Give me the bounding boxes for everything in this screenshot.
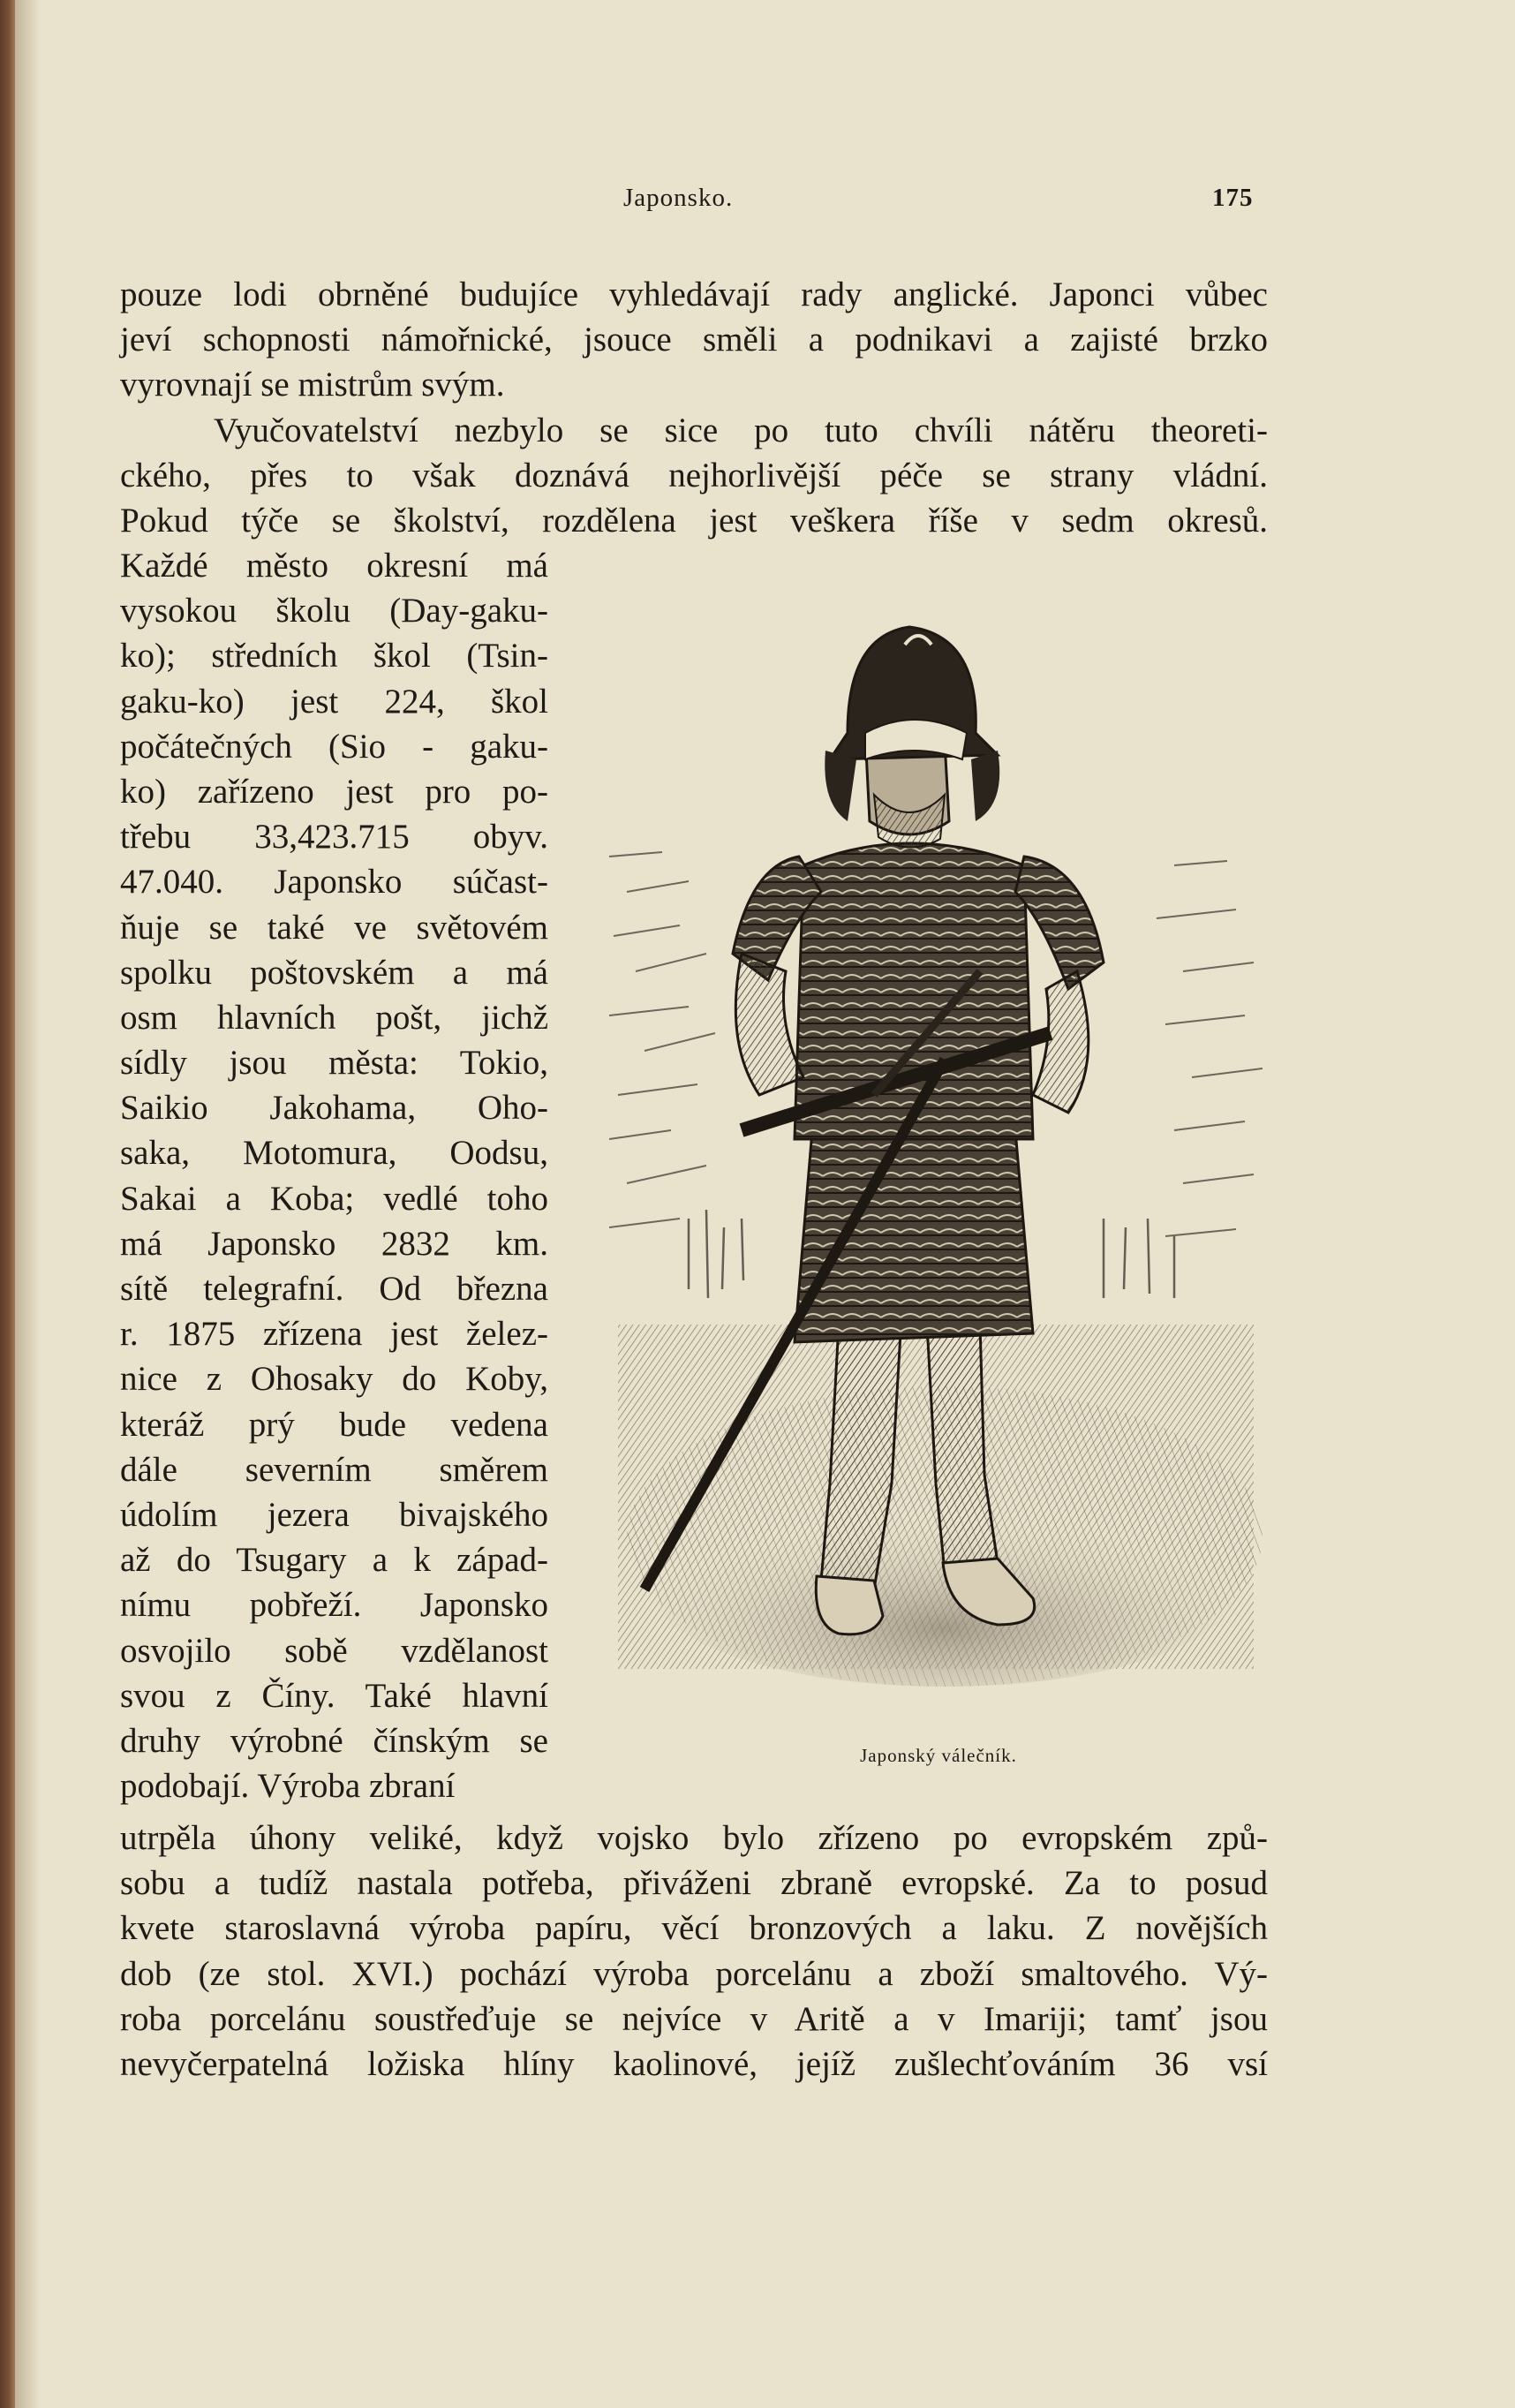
text-line: roba porcelánu soustřeďuje se nejvíce v Aritě a v Imariji; tamť jsou <box>120 1999 1268 2038</box>
samurai-engraving <box>609 600 1268 1722</box>
text-line: až do Tsugary a k západ- <box>120 1541 548 1580</box>
text-line: sobu a tudíž nastala potřeba, přiváženi zbraně evropské. Za to posud <box>120 1864 1268 1903</box>
text-line: třebu 33,423.715 obyv. <box>120 818 548 857</box>
text-line: r. 1875 zřízena jest želez- <box>120 1315 548 1354</box>
warrior-illustration <box>609 600 1268 1722</box>
text-line: ňuje se také ve světovém <box>120 908 548 947</box>
text-line: svou z Číny. Také hlavní <box>120 1676 548 1715</box>
text-line: ko) zařízeno jest pro po- <box>120 772 548 811</box>
text-line: počátečných (Sio - gaku- <box>120 727 548 766</box>
text-line: spolku poštovském a má <box>120 953 548 992</box>
text-line: kvete staroslavná výroba papíru, věcí bronzových a laku. Z novějších <box>120 1909 1268 1948</box>
text-line: nevyčerpatelná ložiska hlíny kaolinové, jejíž zušlechťováním 36 vsí <box>120 2044 1268 2083</box>
text-line: ckého, přes to však doznává nejhorlivější péče se strany vládní. <box>120 456 1268 494</box>
text-line: druhy výrobné čínským se <box>120 1721 548 1760</box>
text-line: dob (ze stol. XVI.) pochází výroba porcelánu a zboží smaltového. Vý- <box>120 1954 1268 1993</box>
text-line: kteráž prý bude vedena <box>120 1405 548 1444</box>
text-line: podobají. Výroba zbraní <box>120 1767 456 1806</box>
page-number: 175 <box>1212 184 1254 212</box>
text-line: dále severním směrem <box>120 1450 548 1489</box>
text-line: nice z Ohosaky do Koby, <box>120 1360 548 1399</box>
text-line: Saikio Jakohama, Oho- <box>120 1089 548 1128</box>
text-line: vysokou školu (Day-gaku- <box>120 592 548 630</box>
text-line: má Japonsko 2832 km. <box>120 1224 548 1263</box>
text-line: nímu pobřeží. Japonsko <box>120 1586 548 1625</box>
paragraph-bottom <box>120 1815 1268 2087</box>
book-binding-edge <box>0 0 15 2408</box>
text-line: 47.040. Japonsko súčast- <box>120 863 548 902</box>
text-line: osm hlavních pošt, jichž <box>120 998 548 1037</box>
figure-caption: Japonský válečník. <box>860 1745 1017 1766</box>
text-line: jeví schopnosti námořnické, jsouce směli a podnikavi a zajisté brzko <box>120 321 1268 359</box>
text-line: sídly jsou města: Tokio, <box>120 1044 548 1083</box>
text-line: saka, Motomura, Oodsu, <box>120 1134 548 1173</box>
text-line: Sakai a Koba; vedlé toho <box>120 1179 548 1218</box>
page-header <box>0 184 1515 223</box>
text-line: gaku-ko) jest 224, škol <box>120 682 548 721</box>
text-line: pouze lodi obrněné budujíce vyhledávají rady anglické. Japonci vůbec <box>120 276 1268 313</box>
text-line: vyrovnají se mistrům svým. <box>120 366 505 404</box>
text-line: osvojilo sobě vzdělanost <box>120 1631 548 1670</box>
gutter-shadow <box>15 0 40 2408</box>
text-line: Vyučovatelství nezbylo se sice po tuto chvíli nátěru theoreti- <box>214 411 1268 449</box>
text-line: ko); středních škol (Tsin- <box>120 637 548 676</box>
text-line: sítě telegrafní. Od března <box>120 1270 548 1308</box>
paragraph-top <box>120 272 1268 543</box>
text-line: Pokud týče se školství, rozdělena jest veškera říše v sedm okresů. <box>120 501 1268 540</box>
paragraph-column <box>120 543 548 1808</box>
text-line: údolím jezera bivajského <box>120 1495 548 1534</box>
text-line: Každé město okresní má <box>120 547 548 585</box>
text-line: utrpěla úhony veliké, když vojsko bylo zřízeno po evropském způ- <box>120 1819 1268 1857</box>
running-title: Japonsko. <box>623 184 734 212</box>
